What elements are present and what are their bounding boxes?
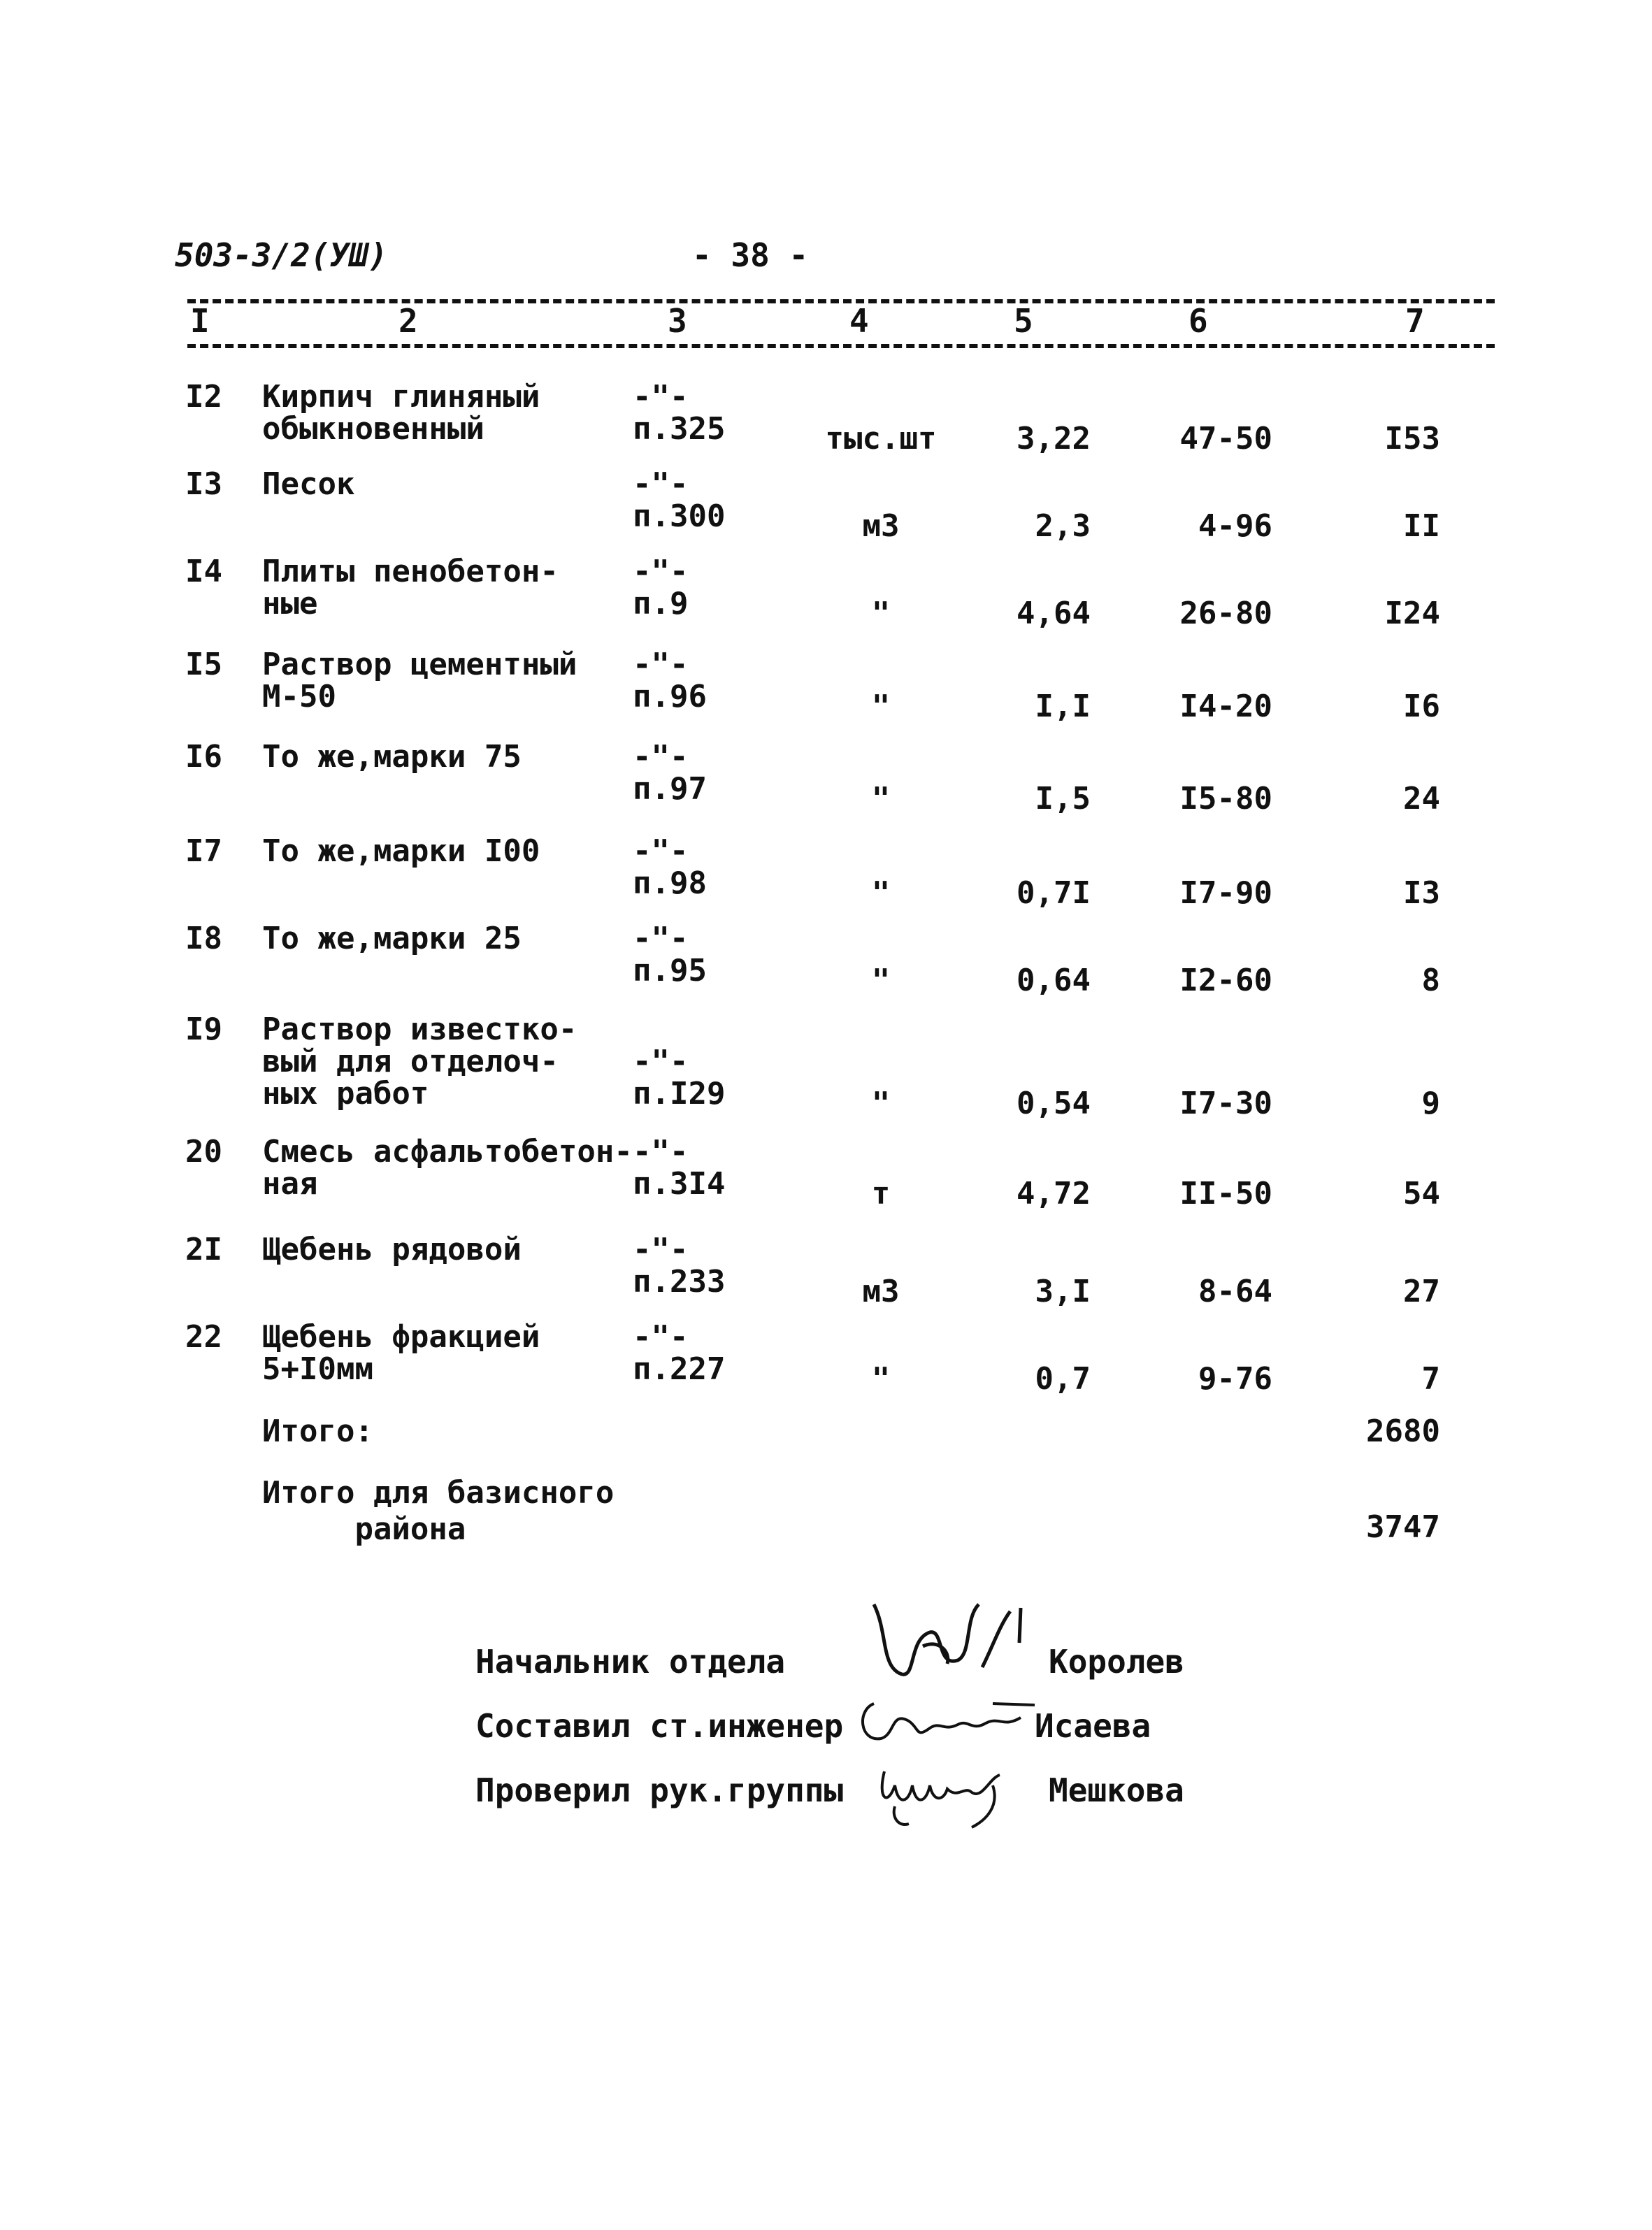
row-number: I8 (185, 921, 222, 956)
header-divider-bottom (187, 344, 1495, 348)
total-cost: I6 (1403, 689, 1440, 724)
total-cost: II (1403, 508, 1440, 544)
subtotal-label: Итого: (262, 1413, 373, 1449)
unit: " (871, 1086, 891, 1121)
unit: м3 (862, 508, 900, 544)
price-reference: -"- п.97 (633, 739, 707, 807)
quantity: 0,7I (1017, 875, 1091, 911)
handwritten-signature (853, 1690, 1042, 1753)
unit-price: I5-80 (1179, 781, 1272, 817)
subtotal-value: 2680 (1366, 1413, 1440, 1449)
signature-role: Составил ст.инженер (475, 1707, 844, 1745)
price-reference: -"- п.95 (633, 921, 707, 988)
unit: " (871, 963, 891, 998)
material-name: То же,марки I00 (262, 833, 540, 869)
price-reference: -"- п.3I4 (633, 1134, 726, 1202)
row-number: I3 (185, 466, 222, 502)
price-reference: -"- п.I29 (633, 1044, 726, 1112)
row-number: I9 (185, 1012, 222, 1047)
handwritten-signature (867, 1757, 1035, 1834)
column-header-2: 2 (398, 302, 418, 340)
row-number: I5 (185, 647, 222, 682)
row-number: I6 (185, 739, 222, 775)
total-cost: 54 (1403, 1176, 1440, 1211)
material-name: То же,марки 75 (262, 739, 522, 775)
unit-price: I7-90 (1179, 875, 1272, 911)
material-name: Раствор известко- вый для отделоч- ных работ (262, 1012, 577, 1112)
unit-price: 8-64 (1198, 1274, 1272, 1309)
row-number: 20 (185, 1134, 222, 1170)
row-number: I2 (185, 379, 222, 415)
unit: " (871, 596, 891, 631)
quantity: I,I (1035, 689, 1091, 724)
row-number: 22 (185, 1319, 222, 1355)
unit-price: 26-80 (1179, 596, 1272, 631)
material-name: Щебень рядовой (262, 1232, 522, 1267)
unit: " (871, 875, 891, 911)
page-number: - 38 - (692, 236, 809, 274)
unit-price: 9-76 (1198, 1361, 1272, 1397)
quantity: 0,7 (1035, 1361, 1091, 1397)
price-reference: -"- п.96 (633, 647, 707, 714)
column-header-3: 3 (668, 302, 687, 340)
total-cost: 9 (1421, 1086, 1440, 1121)
material-name: Песок (262, 466, 355, 502)
unit: " (871, 781, 891, 817)
price-reference: -"- п.300 (633, 466, 726, 534)
base-region-total-label: Итого для базисного района (262, 1475, 615, 1547)
quantity: 4,72 (1017, 1176, 1091, 1211)
signature-name: Королев (1049, 1643, 1184, 1681)
signature-name: Исаева (1035, 1707, 1151, 1745)
signature-role: Проверил рук.группы (475, 1771, 844, 1809)
unit-price: I2-60 (1179, 963, 1272, 998)
handwritten-signature (860, 1590, 1042, 1688)
total-cost: 7 (1421, 1361, 1440, 1397)
quantity: 2,3 (1035, 508, 1091, 544)
unit-price: I4-20 (1179, 689, 1272, 724)
total-cost: 8 (1421, 963, 1440, 998)
price-reference: -"- п.227 (633, 1319, 726, 1387)
row-number: I7 (185, 833, 222, 869)
quantity: 3,I (1035, 1274, 1091, 1309)
material-name: Смесь асфальтобетон- ная (262, 1134, 633, 1202)
column-header-7: 7 (1405, 302, 1425, 340)
price-reference: -"- п.325 (633, 379, 726, 447)
column-header-1: I (190, 302, 210, 340)
unit: " (871, 689, 891, 724)
row-number: 2I (185, 1232, 222, 1267)
unit: " (871, 1361, 891, 1397)
quantity: 3,22 (1017, 421, 1091, 456)
row-number: I4 (185, 554, 222, 589)
column-header-6: 6 (1188, 302, 1208, 340)
material-name: Щебень фракцией 5+I0мм (262, 1319, 540, 1387)
unit: м3 (862, 1274, 900, 1309)
material-name: Кирпич глиняный обыкновенный (262, 379, 540, 447)
quantity: 0,54 (1017, 1086, 1091, 1121)
total-cost: 24 (1403, 781, 1440, 817)
header-divider-top (187, 299, 1495, 303)
column-header-5: 5 (1014, 302, 1033, 340)
material-name: Плиты пенобетон- ные (262, 554, 559, 621)
quantity: 0,64 (1017, 963, 1091, 998)
total-cost: I3 (1403, 875, 1440, 911)
unit-price: 4-96 (1198, 508, 1272, 544)
signature-role: Начальник отдела (475, 1643, 786, 1681)
price-reference: -"- п.233 (633, 1232, 726, 1300)
material-name: То же,марки 25 (262, 921, 522, 956)
unit: т (871, 1176, 891, 1211)
column-header-4: 4 (849, 302, 869, 340)
base-region-total-value: 3747 (1366, 1509, 1440, 1545)
quantity: I,5 (1035, 781, 1091, 817)
quantity: 4,64 (1017, 596, 1091, 631)
price-reference: -"- п.98 (633, 833, 707, 901)
price-reference: -"- п.9 (633, 554, 689, 621)
unit-price: I7-30 (1179, 1086, 1272, 1121)
signature-name: Мешкова (1049, 1771, 1184, 1809)
total-cost: I53 (1384, 421, 1440, 456)
unit: тыс.шт (825, 421, 937, 456)
document-code: 503-3/2(УШ) (175, 236, 388, 274)
unit-price: 47-50 (1179, 421, 1272, 456)
total-cost: I24 (1384, 596, 1440, 631)
unit-price: II-50 (1179, 1176, 1272, 1211)
total-cost: 27 (1403, 1274, 1440, 1309)
material-name: Раствор цементный М-50 (262, 647, 577, 714)
